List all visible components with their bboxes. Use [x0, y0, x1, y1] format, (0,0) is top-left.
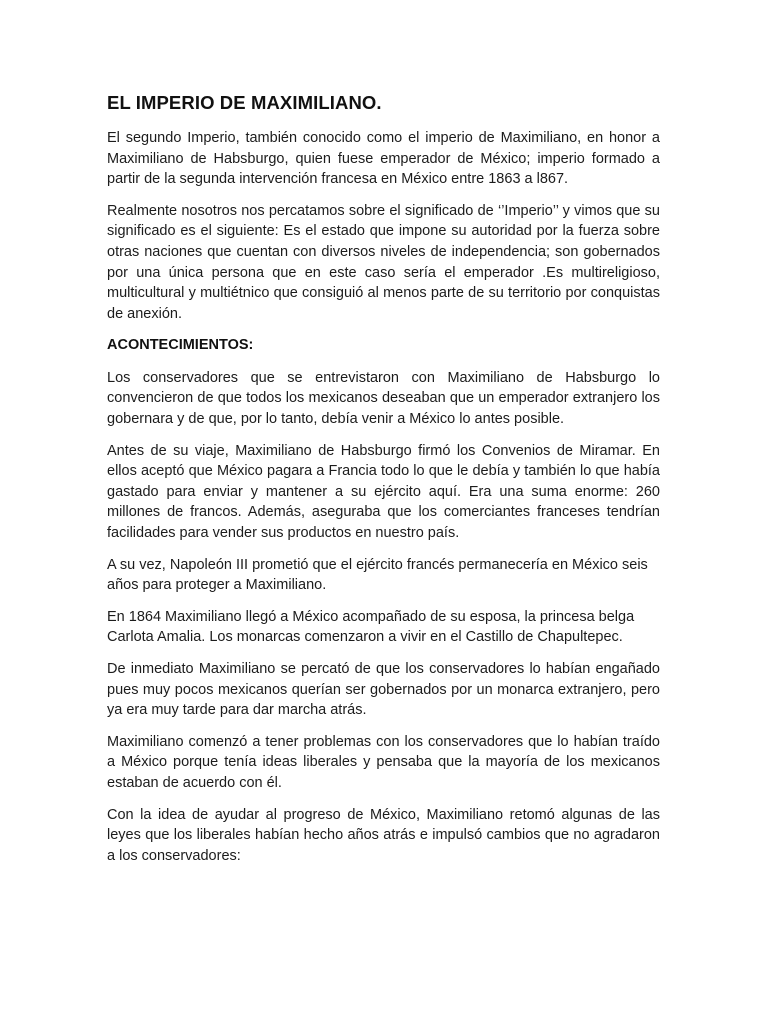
- event-paragraph-6: Maximiliano comenzó a tener problemas con los conservadores que lo habían traído a México porque tenía ideas liberales y pensaba que la mayoría de los mexicanos estaban de acuerdo con él.: [107, 733, 660, 791]
- event-paragraph-2: Antes de su viaje, Maximiliano de Habsburgo firmó los Convenios de Miramar. En ellos aceptó que México pagara a Francia todo lo que le debía y también lo que había gastado para enviar y mantener a su ejército aquí. Era una suma enorme: 260 millones de francos. Además, aseguraba que los comerciantes franceses tendrían facilidades para vender sus productos en nuestro país.: [107, 442, 660, 541]
- document-body: [107, 92, 660, 877]
- event-paragraph-7: Con la idea de ayudar al progreso de México, Maximiliano retomó algunas de las leyes que los liberales habían hecho años atrás e impulsó cambios que no agradaron a los conservadores:: [107, 806, 660, 864]
- event-paragraph-3: A su vez, Napoleón III prometió que el ejército francés permanecería en México seis años para proteger a Maximiliano.: [107, 556, 648, 594]
- event-paragraph-5: De inmediato Maximiliano se percató de que los conservadores lo habían engañado pues muy pocos mexicanos querían ser gobernados por un monarca extranjero, pero ya era muy tarde para dar marcha atrás.: [107, 660, 660, 719]
- document-title: EL IMPERIO DE MAXIMILIANO.: [107, 92, 382, 113]
- event-paragraph-1: Los conservadores que se entrevistaron con Maximiliano de Habsburgo lo convencieron de que todos los mexicanos deseaban que un emperador extranjero los gobernara y de que, por lo tanto, debía venir a México lo antes posible.: [107, 369, 660, 428]
- event-paragraph-4: En 1864 Maximiliano llegó a México acompañado de su esposa, la princesa belga Carlota Amalia. Los monarcas comenzaron a vivir en el Castillo de Chapultepec.: [107, 608, 635, 646]
- intro-paragraph-2: Realmente nosotros nos percatamos sobre el significado de ‘’Imperio’’ y vimos que su significado es el siguiente: Es el estado que impone su autoridad por la fuerza sobre otras naciones que cuentan con diversos niveles de independencia; son gobernados por una única persona que en este caso sería el emperador .Es multireligioso, multicultural y multiétnico que consiguió al menos parte de su territorio por conquistas de anexión.: [107, 202, 660, 322]
- intro-paragraph-1: El segundo Imperio, también conocido como el imperio de Maximiliano, en honor a Maximiliano de Habsburgo, quien fuese emperador de México; imperio formado a partir de la segunda intervención francesa en México entre 1863 a l867.: [107, 130, 660, 188]
- section-heading-acontecimientos: ACONTECIMIENTOS:: [107, 337, 254, 354]
